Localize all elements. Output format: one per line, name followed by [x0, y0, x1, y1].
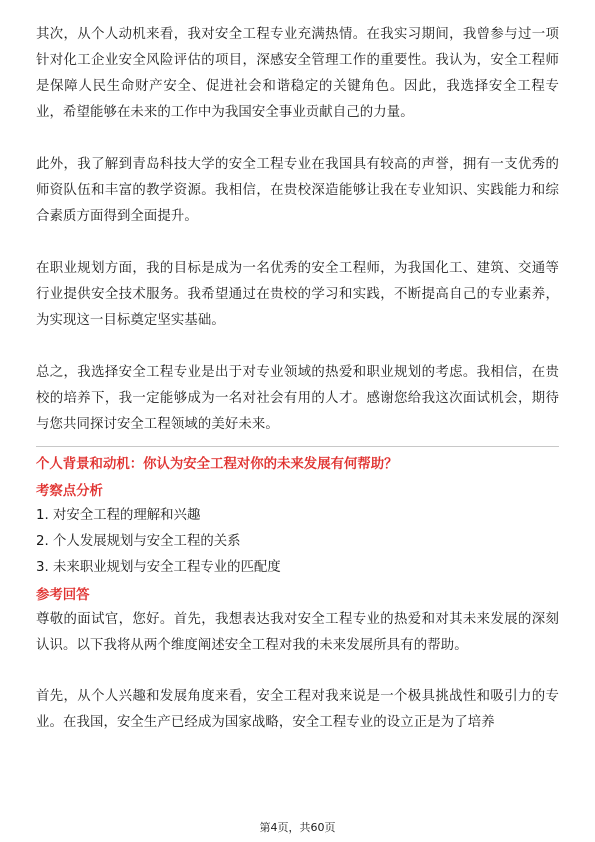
list-item: 2. 个人发展规划与安全工程的关系 [36, 534, 241, 549]
paragraph: 总之，我选择安全工程专业是出于对专业领域的热爱和职业规划的考虑。我相信，在贵校的培养下，我一定能够成为一名对社会有用的人才。感谢您给我这次面试机会，期待与您共同探讨安全工程领域的美好未来。 [36, 365, 559, 432]
paragraph: 此外，我了解到青岛科技大学的安全工程专业在我国具有较高的声誉，拥有一支优秀的师资队伍和丰富的教学资源。我相信，在贵校深造能够让我在专业知识、实践能力和综合素质方面得到全面提升。 [36, 157, 559, 224]
analysis-list [36, 503, 559, 581]
page-number: 第4页，共60页 [259, 821, 336, 834]
analysis-heading: 考察点分析 [36, 484, 103, 499]
list-item: 3. 未来职业规划与安全工程专业的匹配度 [36, 560, 281, 575]
paragraph: 其次，从个人动机来看，我对安全工程专业充满热情。在我实习期间，我曾参与过一项针对化工企业安全风险评估的项目，深感安全管理工作的重要性。我认为，安全工程师是保障人民生命财产安全、促进社会和谐稳定的关键角色。因此，我选择安全工程专业，希望能够在未来的工作中为我国安全事业贡献自己的力量。 [36, 27, 559, 120]
question-heading: 个人背景和动机：你认为安全工程对你的未来发展有何帮助？ [36, 457, 398, 472]
answer-paragraph: 尊敬的面试官，您好。首先，我想表达我对安全工程专业的热爱和对其未来发展的深刻认识。以下我将从两个维度阐述安全工程对我的未来发展所具有的帮助。 [36, 612, 559, 653]
answer-heading: 参考回答 [36, 588, 90, 603]
paragraph: 在职业规划方面，我的目标是成为一名优秀的安全工程师，为我国化工、建筑、交通等行业提供安全技术服务。我希望通过在贵校的学习和实践，不断提高自己的专业素养，为实现这一目标奠定坚实基础。 [36, 261, 559, 328]
document-page [36, 22, 559, 736]
list-item: 1. 对安全工程的理解和兴趣 [36, 508, 201, 523]
answer-paragraph: 首先，从个人兴趣和发展角度来看，安全工程对我来说是一个极具挑战性和吸引力的专业。在我国，安全生产已经成为国家战略，安全工程专业的设立正是为了培养 [36, 689, 559, 730]
section-divider [36, 446, 559, 447]
